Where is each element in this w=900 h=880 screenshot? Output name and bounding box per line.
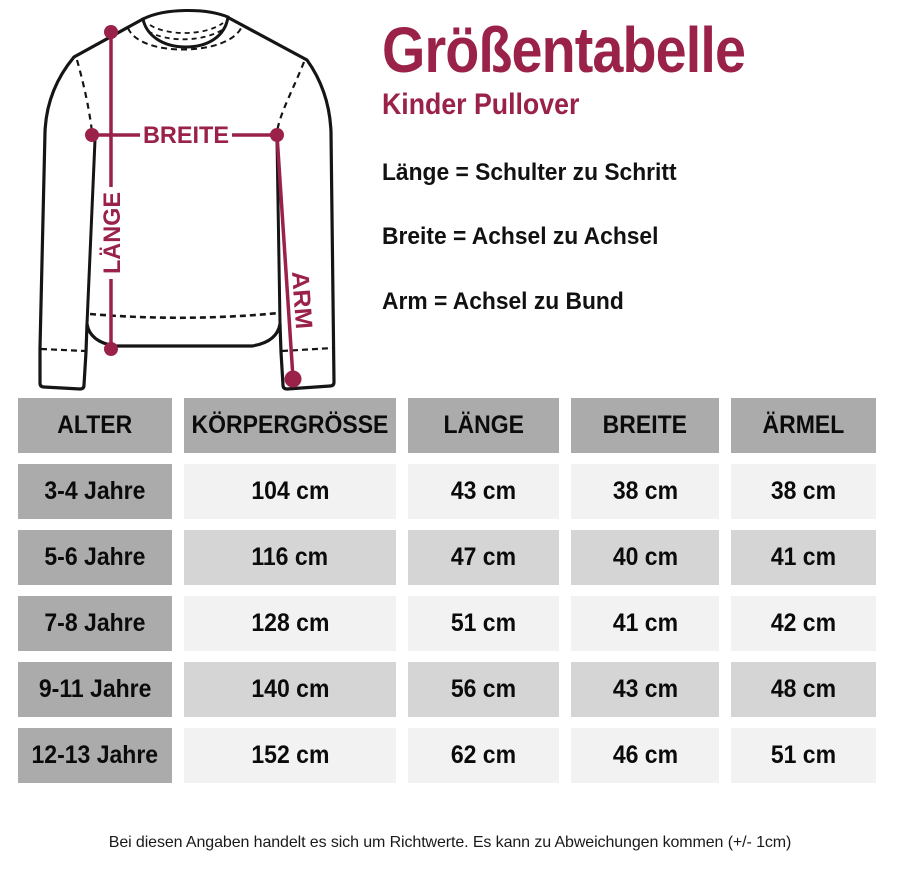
footer-disclaimer: Bei diesen Angaben handelt es sich um Richtwerte. Es kann zu Abweichungen kommen (+/- 1cm) (108, 834, 792, 851)
col-header-aermel: ÄRMEL (731, 398, 876, 453)
table-row-age: 7-8 Jahre (18, 596, 172, 651)
measure-dot (104, 25, 118, 39)
table-cell: 41 cm (571, 596, 719, 651)
sweatshirt-measurement-diagram (0, 0, 400, 400)
col-header-alter: ALTER (18, 398, 172, 453)
table-cell: 43 cm (571, 662, 719, 717)
table-cell: 48 cm (731, 662, 876, 717)
table-cell: 62 cm (408, 728, 559, 783)
table-row-age: 5-6 Jahre (18, 530, 172, 585)
table-cell: 140 cm (184, 662, 396, 717)
laenge-label: LÄNGE (99, 190, 126, 274)
table-cell: 128 cm (184, 596, 396, 651)
measure-definitions (382, 160, 892, 353)
table-cell: 38 cm (571, 464, 719, 519)
table-cell: 46 cm (571, 728, 719, 783)
table-cell: 43 cm (408, 464, 559, 519)
breite-label: BREITE (143, 122, 229, 149)
table-cell: 152 cm (184, 728, 396, 783)
table-row-age: 9-11 Jahre (18, 662, 172, 717)
table-cell: 56 cm (408, 662, 559, 717)
table-cell: 51 cm (731, 728, 876, 783)
table-cell: 116 cm (184, 530, 396, 585)
page-title: Größentabelle (382, 14, 746, 86)
measure-dot (85, 128, 99, 142)
page-subtitle: Kinder Pullover (382, 88, 580, 121)
measure-dot (104, 342, 118, 356)
col-header-laenge: LÄNGE (408, 398, 559, 453)
measure-dot (270, 128, 284, 142)
table-cell: 42 cm (731, 596, 876, 651)
definition-laenge: Länge = Schulter zu Schritt (382, 159, 677, 186)
col-header-koerpergroesse: KÖRPERGRÖSSE (184, 398, 396, 453)
measure-dot (285, 371, 302, 388)
table-cell: 104 cm (184, 464, 396, 519)
table-cell: 38 cm (731, 464, 876, 519)
size-table (18, 398, 876, 783)
table-cell: 40 cm (571, 530, 719, 585)
table-cell: 41 cm (731, 530, 876, 585)
table-cell: 47 cm (408, 530, 559, 585)
arm-label: ARM (286, 270, 317, 327)
col-header-breite: BREITE (571, 398, 719, 453)
table-row-age: 12-13 Jahre (18, 728, 172, 783)
title-block (382, 14, 892, 121)
table-cell: 51 cm (408, 596, 559, 651)
definition-breite: Breite = Achsel zu Achsel (382, 223, 659, 251)
definition-arm: Arm = Achsel zu Bund (382, 287, 624, 315)
table-row-age: 3-4 Jahre (18, 464, 172, 519)
